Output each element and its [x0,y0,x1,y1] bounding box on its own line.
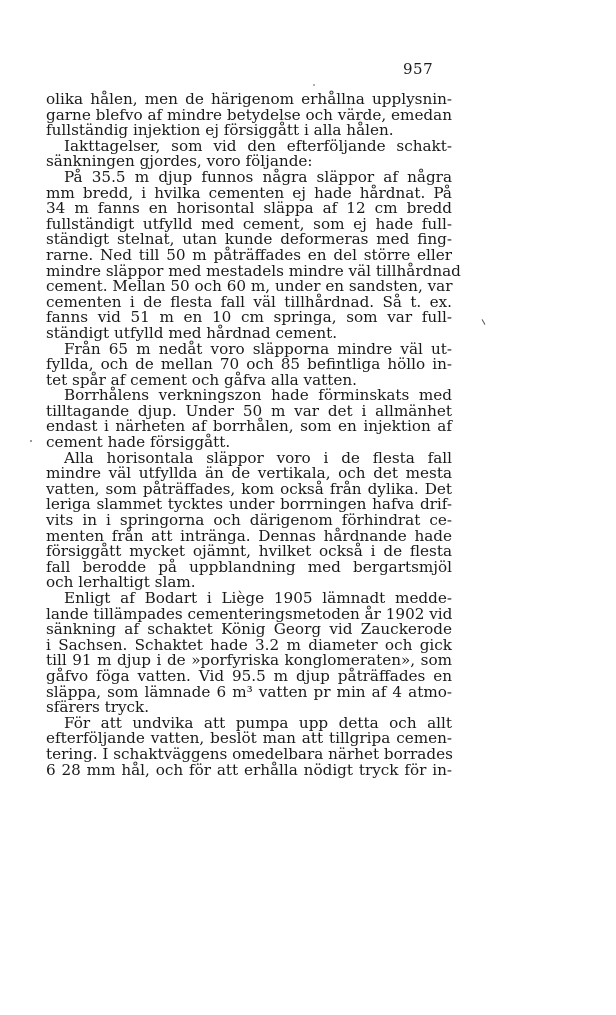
text-line: fullständigt utfylld med cement, som ej hade full- [46,214,452,233]
text-line: tering. I schaktväggens omedelbara närhet borrades [46,744,453,763]
text-line: fanns vid 51 m en 10 cm springa, som var full- [46,308,452,327]
margin-tick-mark [482,319,486,325]
text-line: Borrhålens verkningszon hade förminskats med [64,386,452,405]
text-line: tilltagande djup. Under 50 m var det i allmänhet [46,401,452,420]
text-line: gåfvo föga vatten. Vid 95.5 m djup påträffades en [46,666,452,685]
text-line: leriga slammet tycktes under borrningen hafva drif- [46,495,452,514]
text-line: menten från att intränga. Dennas hårdnande hade [46,526,452,545]
text-line: efterföljande vatten, beslöt man att tillgripa cemen- [46,729,452,748]
text-line: sfärers tryck. [46,698,150,717]
text-line: ständigt utfylld med hårdnad cement. [46,323,338,342]
text-line: fyllda, och de mellan 70 och 85 befintliga höllo in- [46,355,452,374]
text-line: 6 28 mm hål, och för att erhålla nödigt tryck för in- [46,760,452,779]
text-line: 34 m fanns en horisontal släppa af 12 cm bredd [46,199,452,218]
stray-ink-mark [313,84,315,86]
text-line: sänkningen gjordes, voro följande: [46,152,313,171]
paragraph [46,713,453,779]
text-line: cementen i de flesta fall väl tillhårdnad. Så t. ex. [46,292,452,311]
text-line: släppa, som lämnade 6 m³ vatten pr min af 4 atmo- [46,682,452,701]
paragraph [46,388,452,450]
paragraph [46,591,452,716]
page-number: 957 [403,60,434,78]
text-line: rarne. Ned till 50 m påträffades en del större eller [46,245,452,264]
paragraph [46,167,461,342]
paragraph [46,92,452,139]
paragraph [46,448,452,592]
text-line: cement. Mellan 50 och 60 m, under en sandsten, var [46,277,453,296]
text-line: mm bredd, i hvilka cementen ej hade hårdnat. På [46,183,452,202]
text-line: i Sachsen. Schaktet hade 3.2 m diameter och gick [46,635,452,654]
text-line: Iakttagelser, som vid den efterföljande schakt- [64,136,452,155]
body-text [46,90,461,779]
text-line: För att undvika att pumpa upp detta och allt [64,713,452,732]
text-line: fullständig injektion ej försiggått i alla hålen. [46,121,394,140]
text-line: vatten, som påträffades, kom också från dylika. Det [46,479,452,498]
text-line: garne blefvo af mindre betydelse och värde, emedan [46,105,452,124]
paragraph [46,136,452,171]
text-line: vits in i springorna och därigenom förhindrat ce- [46,511,452,530]
text-line: ständigt stelnat, utan kunde deformeras med fing- [46,230,452,249]
text-line: fall berodde på uppblandning med bergartsmjöl [46,557,452,576]
text-line: cement hade försiggått. [46,433,231,452]
text-line: och lerhaltigt slam. [46,573,196,592]
text-line: försiggått mycket ojämnt, hvilket också i de flesta [46,542,452,561]
text-line: tet spår af cement och gåfva alla vatten. [46,370,357,389]
text-line: till 91 m djup i de »porfyriska konglomeraten», som [46,651,452,670]
margin-ink-mark [30,440,32,442]
text-line: endast i närheten af borrhålen, som en injektion af [46,417,452,436]
text-line: Från 65 m nedåt voro släpporna mindre väl ut- [64,339,452,358]
paragraph [46,339,452,389]
text-line: På 35.5 m djup funnos några släppor af några [64,167,452,186]
text-line: Alla horisontala släppor voro i de flesta fall [64,448,452,467]
text-line: sänkning af schaktet König Georg vid Zauckerode [46,620,452,639]
text-line: Enligt af Bodart i Liège 1905 lämnadt medde- [64,589,452,607]
text-line: mindre släppor med mestadels mindre väl tillhårdnad [46,261,461,280]
text-line: mindre väl utfyllda än de vertikala, och det mesta [46,464,452,483]
text-line: lande tillämpades cementeringsmetoden år 1902 vid [46,604,453,623]
text-line: olika hålen, men de härigenom erhållna upplysnin- [46,90,452,108]
